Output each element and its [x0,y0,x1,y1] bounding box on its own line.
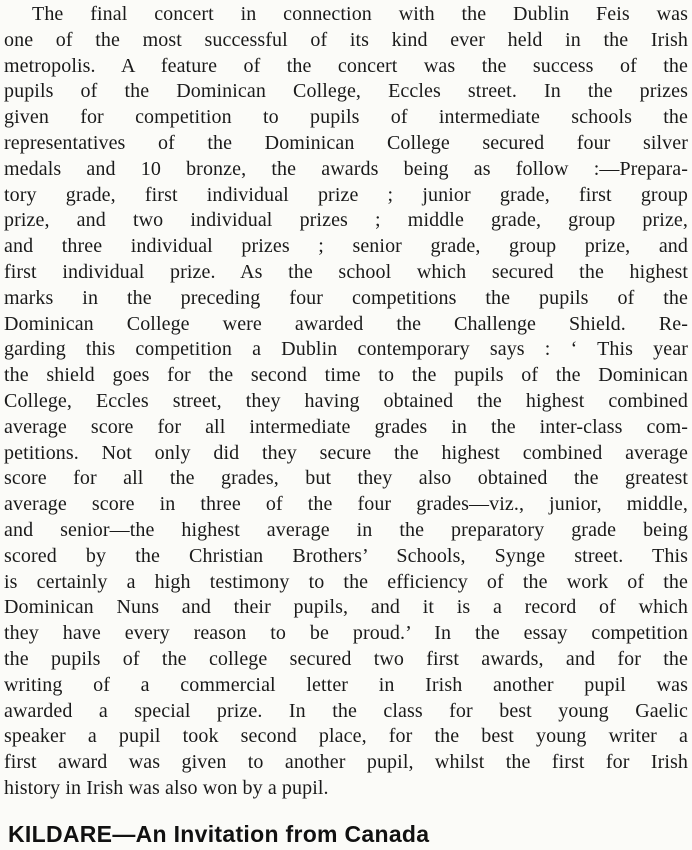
article-line: metropolis. A feature of the concert was the success of the [4,54,688,77]
article-line: scored by the Christian Brothers’ Schools, Synge street. This [4,544,688,567]
article-line: petitions. Not only did they secure the highest combined average [4,441,688,464]
article-line: tory grade, first individual prize ; junior grade, first group [4,183,688,206]
article-line: marks in the preceding four competitions the pupils of the [4,286,688,309]
article-line: given for competition to pupils of intermediate schools the [4,106,688,129]
article-line: one of the most successful of its kind ever held in the Irish [4,28,688,51]
article-line: The final concert in connection with the Dublin Feis was [32,3,688,25]
article-line: speaker a pupil took second place, for the best young writer a [4,725,688,748]
article-line: Dominican Nuns and their pupils, and it is a record of which [4,596,688,619]
article-line: is certainly a high testimony to the efficiency of the work of the [4,570,688,593]
article-line: awarded a special prize. In the class for best young Gaelic [4,699,688,722]
article-line: the shield goes for the second time to the pupils of the Dominican [4,364,688,387]
article-line: first award was given to another pupil, whilst the first for Irish [4,751,688,774]
article-line: garding this competition a Dublin contemporary says : ‘ This year [4,338,688,361]
article-line: writing of a commercial letter in Irish another pupil was [4,673,688,696]
article-line: average score in three of the four grades—viz., junior, middle, [4,493,688,516]
article-line: and three individual prizes ; senior grade, group prize, and [4,235,688,258]
article-line: representatives of the Dominican College secured four silver [4,131,688,154]
article-line: history in Irish was also won by a pupil. [4,776,329,799]
article-line: and senior—the highest average in the preparatory grade being [4,518,688,541]
article-line: the pupils of the college secured two first awards, and for the [4,647,688,670]
article-line: score for all the grades, but they also obtained the greatest [4,467,688,490]
article-line: pupils of the Dominican College, Eccles street. In the prizes [4,80,688,103]
article-line: first individual prize. As the school which secured the highest [4,260,688,283]
article-line: they have every reason to be proud.’ In the essay competition [4,622,688,645]
article-line: prize, and two individual prizes ; middle grade, group prize, [4,209,688,232]
article-body [4,2,688,802]
section-heading: KILDARE—An Invitation from Canada [8,821,430,847]
article-line: Dominican College were awarded the Challenge Shield. Re- [4,312,688,335]
article-line: medals and 10 bronze, the awards being as follow :—Prepara- [4,157,688,180]
article-line: College, Eccles street, they having obtained the highest combined [4,389,688,412]
article-line: average score for all intermediate grades in the inter-class com- [4,415,688,438]
